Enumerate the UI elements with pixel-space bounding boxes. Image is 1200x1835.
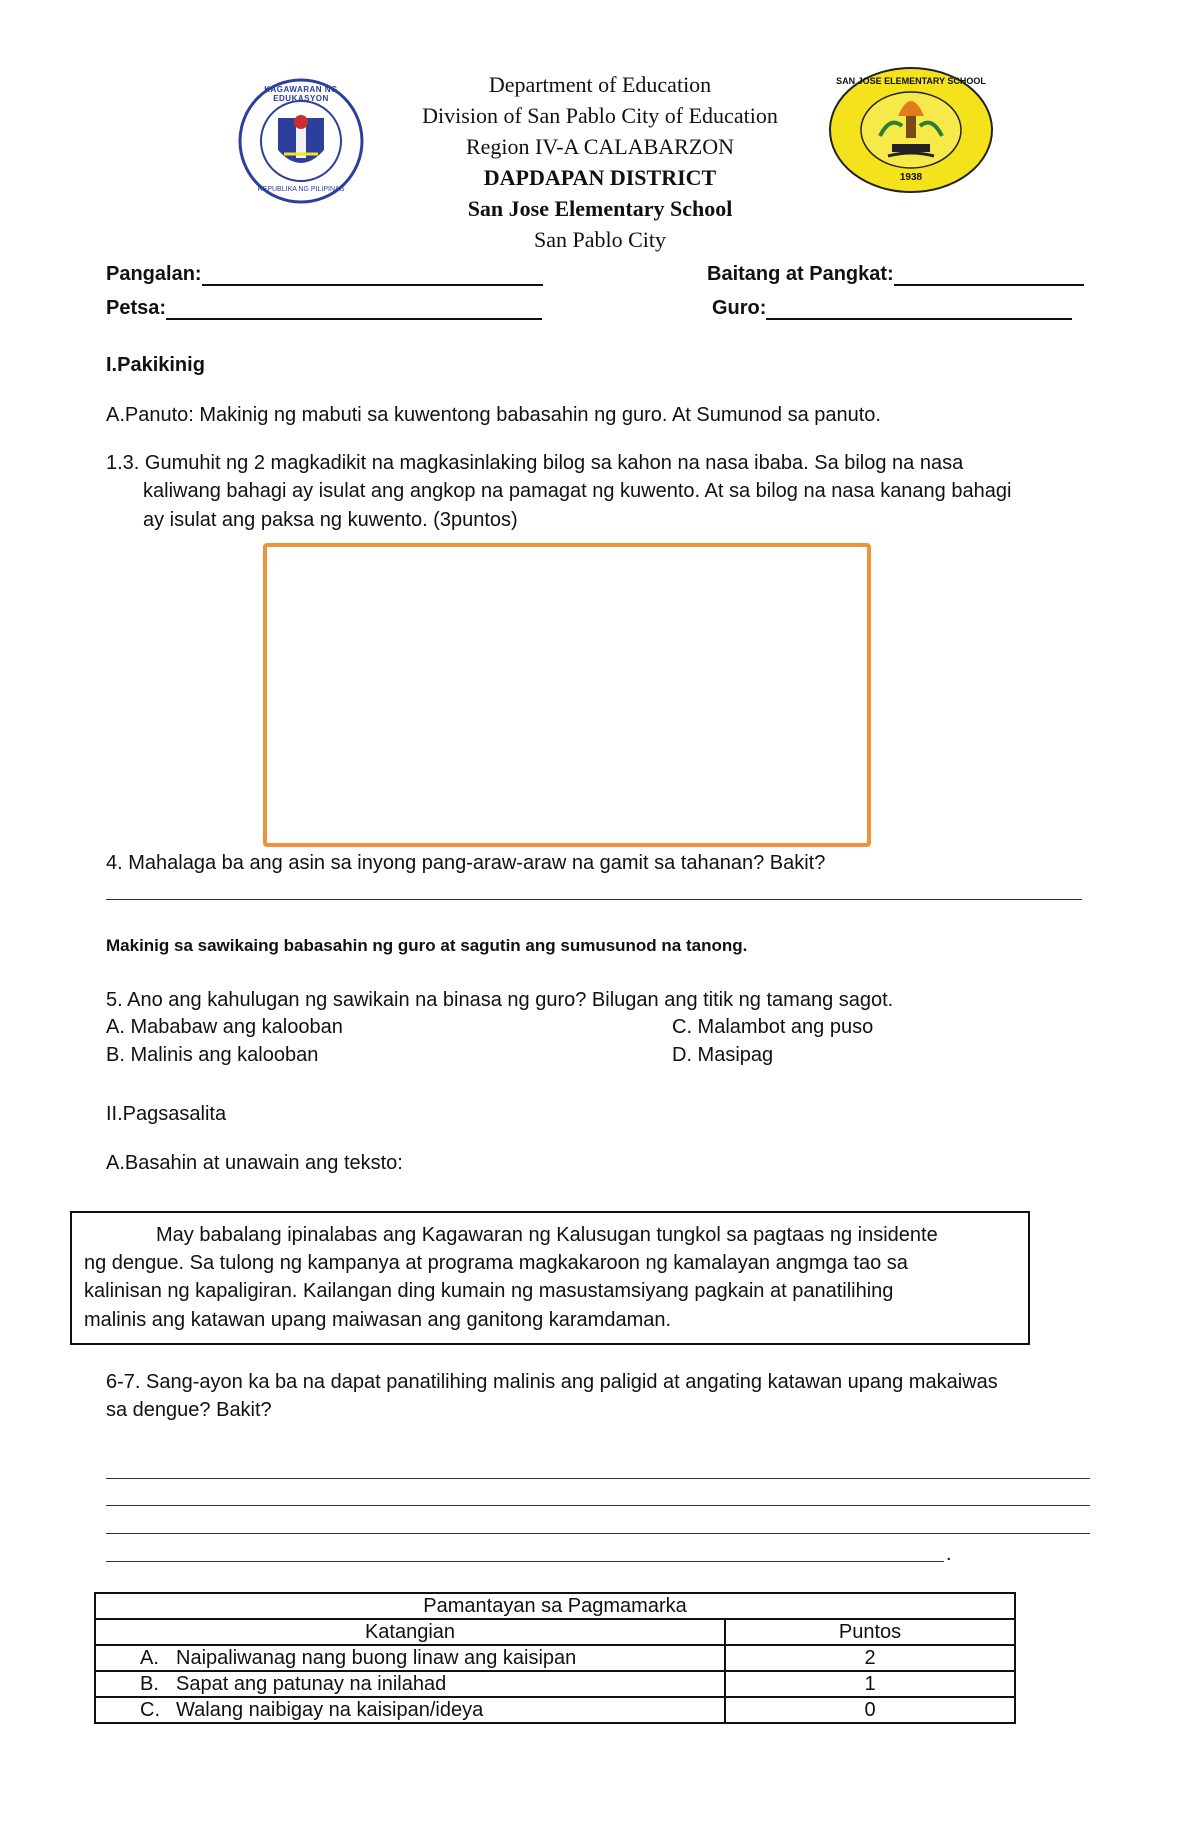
answer-line-3[interactable] — [106, 1533, 1090, 1534]
q67-line1: 6-7. Sang-ayon ka ba na dapat panatilihing malinis ang paligid at angating katawan upang makaiwas — [106, 1371, 998, 1393]
teacher-field[interactable] — [712, 296, 1072, 320]
rubric-col-criteria: Katangian — [95, 1619, 725, 1645]
section1-title: I.Pakikinig — [106, 354, 205, 376]
passage-line2: ng dengue. Sa tulong ng kampanya at programa magkakaroon ng kamalayan angmga tao sa — [84, 1252, 908, 1274]
rubric-title: Pamantayan sa Pagmamarka — [95, 1593, 1015, 1619]
school-seal-year: 1938 — [899, 172, 923, 183]
rubric-criteria-text: Naipaliwanag nang buong linaw ang kaisipan — [176, 1647, 577, 1669]
deped-seal-text-bottom: REPUBLIKA NG PILIPINAS — [257, 186, 345, 193]
header-city: San Pablo City — [533, 227, 666, 252]
rubric-criteria-text: Walang naibigay na kaisipan/ideya — [176, 1699, 484, 1721]
header-department: Department of Education — [488, 72, 712, 97]
name-field[interactable] — [106, 262, 543, 286]
name-label: Pangalan: — [106, 263, 202, 285]
q13-line1: 1.3. Gumuhit ng 2 magkadikit na magkasinlaking bilog sa kahon na nasa ibaba. Sa bilog na nasa — [106, 452, 964, 474]
choice-b[interactable]: B. Malinis ang kalooban — [106, 1044, 319, 1066]
passage-line3: kalinisan ng kapaligiran. Kailangan ding kumain ng masustamsiyang pagkain at panatilihing — [84, 1280, 894, 1302]
rubric-points: 1 — [725, 1671, 1015, 1697]
header-district: DAPDAPAN DISTRICT — [483, 165, 717, 190]
q13-line2: kaliwang bahagi ay isulat ang angkop na pamagat ng kuwento. At sa bilog na nasa kanang bahagi — [143, 480, 1012, 502]
q4-answer-line[interactable] — [106, 899, 1082, 900]
q4-text: 4. Mahalaga ba ang asin sa inyong pang-araw-araw na gamit sa tahanan? Bakit? — [106, 852, 826, 874]
rubric-col-points: Puntos — [725, 1619, 1015, 1645]
teacher-blank[interactable] — [766, 296, 1072, 320]
grade-field[interactable] — [707, 262, 1084, 286]
section1-instruction: A.Panuto: Makinig ng mabuti sa kuwentong babasahin ng guro. At Sumunod sa panuto. — [106, 404, 881, 426]
teacher-label: Guro: — [712, 297, 767, 319]
rubric-points: 0 — [725, 1697, 1015, 1723]
answer-period: . — [946, 1543, 952, 1565]
date-blank[interactable] — [166, 296, 542, 320]
passage-box — [70, 1211, 1030, 1345]
rubric-letter: A. — [140, 1647, 159, 1669]
section2-instruction: A.Basahin at unawain ang teksto: — [106, 1152, 403, 1174]
rubric-table — [94, 1592, 1016, 1724]
header-region: Region IV-A CALABARZON — [465, 134, 735, 159]
q5-text: 5. Ano ang kahulugan ng sawikain na binasa ng guro? Bilugan ang titik ng tamang sagot. — [106, 989, 894, 1011]
grade-blank[interactable] — [894, 262, 1084, 286]
rubric-letter: B. — [140, 1673, 159, 1695]
choice-d[interactable]: D. Masipag — [672, 1044, 774, 1066]
passage-line4: malinis ang katawan upang maiwasan ang ganitong karamdaman. — [84, 1309, 672, 1331]
header-division: Division of San Pablo City of Education — [422, 103, 778, 128]
idiom-instruction: Makinig sa sawikaing babasahin ng guro at sagutin ang sumusunod na tanong. — [106, 936, 748, 955]
rubric-criteria-cell — [95, 1697, 725, 1723]
passage-line1: May babalang ipinalabas ang Kagawaran ng Kalusugan tungkol sa pagtaas ng insidente — [156, 1224, 938, 1246]
date-field[interactable] — [106, 296, 542, 320]
date-label: Petsa: — [106, 297, 167, 319]
rubric-points: 2 — [725, 1645, 1015, 1671]
drawing-box[interactable] — [263, 543, 871, 847]
school-seal-text: SAN JOSE ELEMENTARY SCHOOL — [836, 76, 986, 86]
answer-line-4[interactable] — [106, 1561, 944, 1562]
q67-line2: sa dengue? Bakit? — [106, 1399, 272, 1421]
answer-line-1[interactable] — [106, 1478, 1090, 1479]
section2-title: II.Pagsasalita — [106, 1103, 227, 1125]
answer-line-2[interactable] — [106, 1505, 1090, 1506]
header-school: San Jose Elementary School — [467, 196, 733, 221]
q13-line3: ay isulat ang paksa ng kuwento. (3puntos) — [143, 509, 518, 531]
rubric-row — [95, 1697, 1015, 1723]
grade-label: Baitang at Pangkat: — [707, 263, 894, 285]
name-blank[interactable] — [202, 262, 543, 286]
rubric-criteria-cell — [95, 1645, 725, 1671]
rubric-letter: C. — [140, 1699, 160, 1721]
choice-a[interactable]: A. Mababaw ang kalooban — [106, 1016, 343, 1038]
rubric-row — [95, 1671, 1015, 1697]
deped-seal-text-top: KAGAWARAN NG EDUKASYON — [264, 85, 338, 103]
rubric-row — [95, 1645, 1015, 1671]
choice-c[interactable]: C. Malambot ang puso — [672, 1016, 874, 1038]
rubric-criteria-cell — [95, 1671, 725, 1697]
rubric-criteria-text: Sapat ang patunay na inilahad — [176, 1673, 447, 1695]
